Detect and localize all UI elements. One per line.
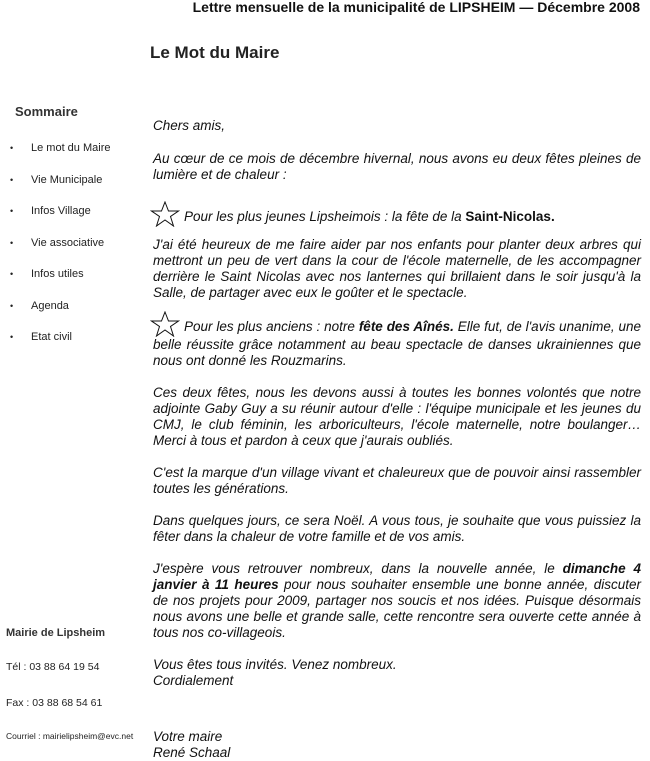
newsletter-header: Lettre mensuelle de la municipalité de LIPSHEIM — Décembre 2008 xyxy=(192,0,640,15)
sommaire-item-label: Vie associative xyxy=(31,236,105,249)
star-icon xyxy=(150,201,180,227)
star-icon xyxy=(150,311,180,337)
sommaire-item[interactable] xyxy=(10,300,110,332)
greeting: Chers amis, xyxy=(153,118,226,133)
star-item-highlight: Saint-Nicolas. xyxy=(465,209,555,224)
signature-title: Votre maire xyxy=(153,729,223,744)
sommaire-item[interactable] xyxy=(10,331,110,363)
sommaire-item-label: Le mot du Maire xyxy=(31,142,111,154)
star-item-text: Pour les plus jeunes Lipsheimois : la fête de la xyxy=(184,209,466,224)
star-item-highlight: fête des Aînés. xyxy=(358,319,454,334)
mairie-name: Mairie de Lipsheim xyxy=(6,627,106,639)
star-item-saint-nicolas xyxy=(153,201,641,227)
page-title: Le Mot du Maire xyxy=(150,43,280,62)
sommaire-item-label: Agenda xyxy=(31,299,69,312)
sommaire-item[interactable] xyxy=(10,174,110,206)
bullet-icon: • xyxy=(10,237,14,248)
paragraph-thanks: Ces deux fêtes, nous les devons aussi à toutes les bonnes volontés que notre adjointe Gaby Guy a su réunir autour d'elle : l'équipe municipale et les jeunes du CMJ, le club féminin, les arboriculteurs, l'école maternelle, notre boulanger… Merci à tous et pardon à ceux que j'aurais oubliés. xyxy=(153,385,641,448)
paragraph-invite xyxy=(153,561,641,641)
closing-regards: Cordialement xyxy=(153,673,234,688)
letter-body xyxy=(153,118,641,761)
closing-invite: Vous êtes tous invités. Venez nombreux. xyxy=(153,657,397,672)
star-item-aines xyxy=(153,311,641,369)
sommaire-item[interactable] xyxy=(10,268,110,300)
sommaire-item[interactable] xyxy=(10,237,110,269)
intro-paragraph: Au cœur de ce mois de décembre hivernal, nous avons eu deux fêtes pleines de lumière et de chaleur : xyxy=(153,151,641,182)
sommaire-title: Sommaire xyxy=(15,104,78,119)
bullet-icon: • xyxy=(10,332,14,342)
mairie-email[interactable]: Courriel : mairielipsheim@evc.net xyxy=(6,731,134,741)
sommaire-list xyxy=(10,142,110,363)
invite-text: J'espère vous retrouver nombreux, dans la nouvelle année, le xyxy=(153,561,563,576)
paragraph-noel: Dans quelques jours, ce sera Noël. A vous tous, je souhaite que vous puissiez la fêter dans la chaleur de votre famille et de vos amis. xyxy=(153,513,641,544)
sommaire-item[interactable] xyxy=(10,205,110,237)
invite-text: pour nous souhaiter ensemble une bonne année, discuter de nos projets pour 2009, partager nos soucis et nos idées. Puisque désormais nous avons une belle et grande salle, cette rencontre sera ouverte cette année à tous nos co-villageois. xyxy=(153,577,642,640)
sommaire-item-label: Vie Municipale xyxy=(31,173,103,186)
bullet-icon: • xyxy=(10,206,14,216)
sommaire-item-label: Etat civil xyxy=(31,331,72,343)
sommaire-item[interactable] xyxy=(10,142,110,174)
paragraph-trees: J'ai été heureux de me faire aider par nos enfants pour planter deux arbres qui mettront un peu de vert dans la cour de l'école maternelle, de les accompagner derrière le Saint Nicolas avec nos lanternes qui brillaient dans le soir jusqu'à la Salle, de partager avec eux le goûter et le spectacle. xyxy=(153,237,641,300)
invite-date: dimanche 4 janvier à 11 heures xyxy=(153,561,641,592)
mairie-fax: Fax : 03 88 68 54 61 xyxy=(6,697,103,709)
sommaire-item-label: Infos Village xyxy=(31,205,91,217)
star-item-text: Pour les plus anciens : notre xyxy=(184,319,359,334)
sommaire-item-label: Infos utiles xyxy=(31,268,84,280)
bullet-icon: • xyxy=(10,269,14,279)
signature-name: René Schaal xyxy=(153,745,231,760)
star-item-text: Elle fut, de l'avis unanime, une belle réussite grâce notamment au beau spectacle de danses ukrainiennes que nous ont donné les Rouzmarins. xyxy=(153,319,641,368)
bullet-icon: • xyxy=(10,143,14,153)
bullet-icon: • xyxy=(10,300,14,311)
mairie-tel: Tél : 03 88 64 19 54 xyxy=(6,661,100,673)
paragraph-village: C'est la marque d'un village vivant et chaleureux que de pouvoir ainsi rassembler toutes les générations. xyxy=(153,465,641,496)
bullet-icon: • xyxy=(10,174,14,185)
